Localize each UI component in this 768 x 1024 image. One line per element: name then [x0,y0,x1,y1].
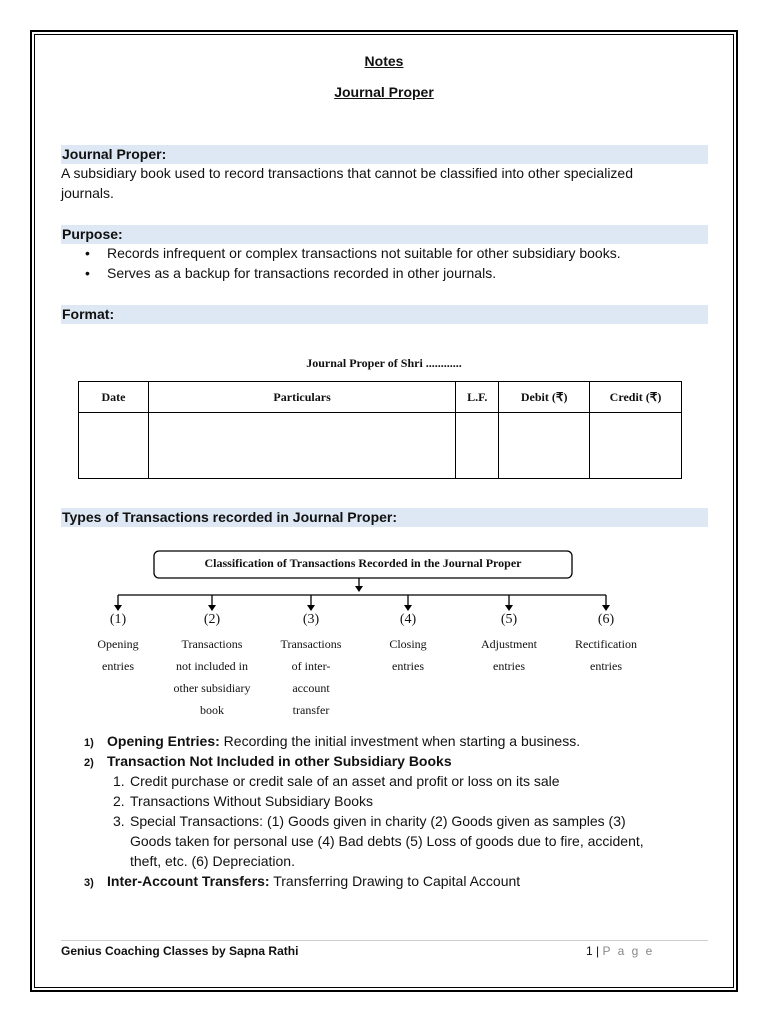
list-number: 2) [84,757,94,769]
branch-label-line: entries [590,659,622,673]
bullet-text: Records infrequent or complex transactions not suitable for other subsidiary books. [107,245,621,261]
col-header-debit: Debit (₹) [499,382,590,413]
page-label: P a g e [602,944,655,958]
list-item-title: Transaction Not Included in other Subsidiary Books [107,753,452,769]
sub-list-text: theft, etc. (6) Depreciation. [130,853,295,869]
branch-label-adjustment [464,633,554,677]
branch-label-line: Transactions [280,637,342,651]
table-cell [148,413,455,479]
branch-label-line: Transactions [181,637,243,651]
page-subtitle: Journal Proper [334,84,434,100]
branch-label-line: other subsidiary [173,681,251,695]
branch-label-line: entries [493,659,525,673]
bullet-dot: • [85,245,90,261]
branch-label-inter-account [266,633,356,721]
sub-list-item [113,811,713,871]
branch-number-4: (4) [399,612,417,627]
branch-label-line: Adjustment [481,637,537,651]
list-item-text: Transferring Drawing to Capital Account [269,873,521,889]
col-header-credit: Credit (₹) [590,382,682,413]
footer-branding: Genius Coaching Classes by Sapna Rathi [61,944,299,958]
sub-list-number: 3. [113,813,125,829]
col-header-particulars: Particulars [148,382,455,413]
branch-label-opening [78,633,158,677]
sub-list-number: 2. [113,793,125,809]
page-number: 1 [586,944,593,958]
definition-line-1: A subsidiary book used to record transactions that cannot be classified into other specialized [61,165,633,181]
definition-line-2: journals. [61,185,114,201]
footer-divider [61,940,708,941]
section-heading-purpose: Purpose: [61,225,708,244]
table-row [79,413,682,479]
sub-list-text: Goods taken for personal use (4) Bad debts (5) Loss of goods due to fire, accident, [130,833,644,849]
branch-label-line: Closing [389,637,427,651]
branch-label-line: Opening [97,637,139,651]
branch-label-line: of inter- [291,659,331,673]
classification-diagram-lines [0,540,768,620]
sub-list-number: 1. [113,773,125,789]
section-heading-format: Format: [61,305,708,324]
sub-list-text: Transactions Without Subsidiary Books [130,793,374,809]
branch-number-3: (3) [302,612,320,627]
col-header-lf: L.F. [456,382,499,413]
list-item-opening [84,731,580,753]
table-cell [79,413,149,479]
table-cell [456,413,499,479]
branch-label-line: entries [102,659,134,673]
sub-list-text: Credit purchase or credit sale of an asset and profit or loss on its sale [130,773,560,789]
list-item-title: Opening Entries: [107,733,220,749]
bullet-text: Serves as a backup for transactions recorded in other journals. [107,265,497,281]
sub-list-item [113,771,560,791]
branch-label-rectification [561,633,651,677]
branch-label-line: entries [392,659,424,673]
branch-label-line: book [200,703,224,717]
page-separator: | [592,944,603,958]
list-item-text: Recording the initial investment when starting a business. [219,733,581,749]
branch-label-line: Rectification [575,637,637,651]
bullet-dot: • [85,265,90,281]
branch-label-not-included [162,633,262,721]
classification-diagram-title: Classification of Transactions Recorded in the Journal Proper [204,556,522,570]
list-item-inter-account [84,871,520,893]
journal-proper-table [78,381,682,479]
branch-label-line: not included in [176,659,248,673]
journal-table-title: Journal Proper of Shri ............ [306,356,462,370]
section-heading-journal-proper: Journal Proper: [61,145,708,164]
list-number: 1) [84,737,94,749]
table-cell [590,413,682,479]
branch-number-6: (6) [597,612,615,627]
branch-label-line: account [292,681,330,695]
list-number: 3) [84,877,94,889]
section-heading-types: Types of Transactions recorded in Journal Proper: [61,508,708,527]
branch-number-5: (5) [500,612,518,627]
branch-number-2: (2) [203,612,221,627]
branch-number-1: (1) [109,612,127,627]
branch-label-line: transfer [292,703,330,717]
list-item-title: Inter-Account Transfers: [107,873,270,889]
col-header-date: Date [79,382,149,413]
footer-page-number [586,944,654,958]
sub-list-text: Special Transactions: (1) Goods given in charity (2) Goods given as samples (3) [130,813,626,829]
table-cell [499,413,590,479]
notes-title: Notes [364,53,404,69]
branch-label-closing [368,633,448,677]
list-item-not-included [84,751,452,773]
sub-list-item [113,791,373,811]
